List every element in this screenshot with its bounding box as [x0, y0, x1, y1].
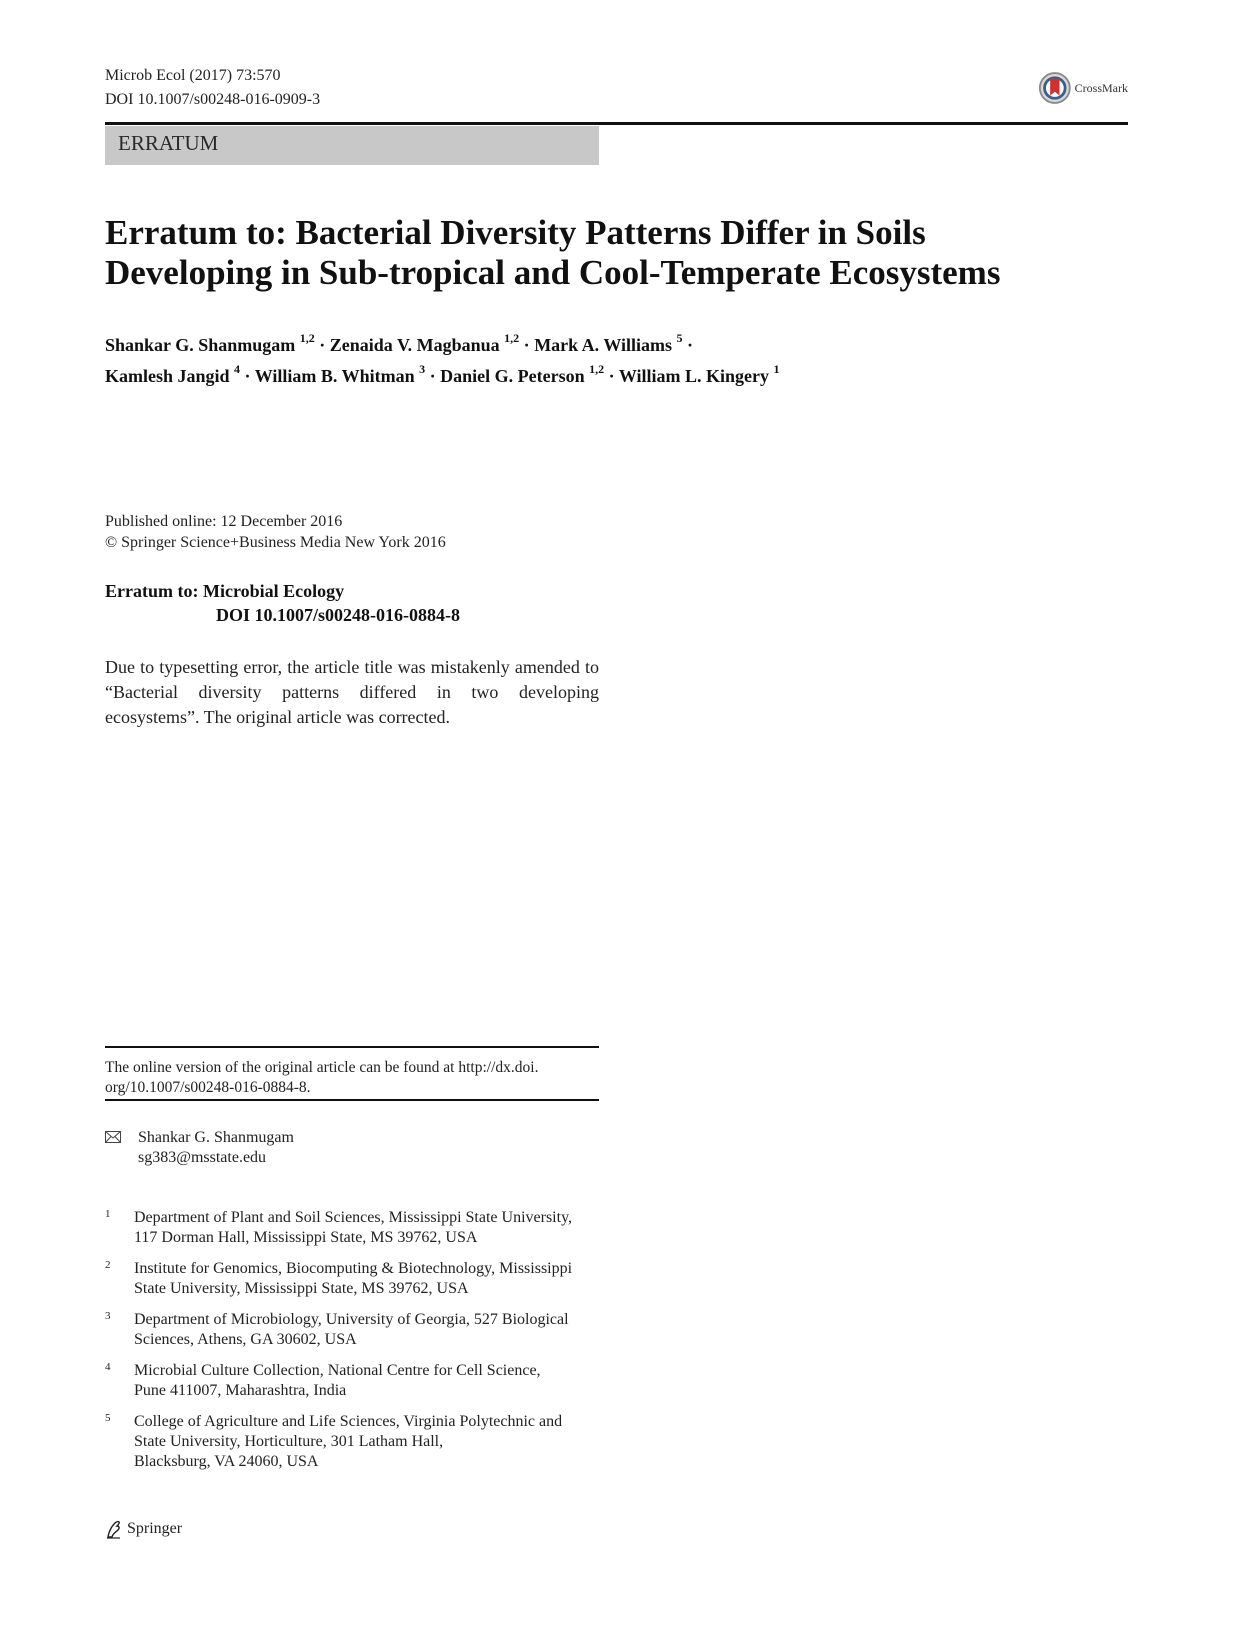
title-line-1: Erratum to: Bacterial Diversity Patterns Differ in Soils: [105, 213, 926, 252]
publication-info: [105, 511, 446, 553]
erratum-journal: Erratum to: Microbial Ecology: [105, 581, 345, 601]
affiliation-line: State University, Horticulture, 301 Latham Hall,: [134, 1433, 444, 1450]
author-name[interactable]: Shankar G. Shanmugam: [105, 335, 296, 355]
affiliation-line: Institute for Genomics, Biocomputing & Biotechnology, Mississippi: [134, 1260, 573, 1277]
article-title: [105, 213, 1105, 293]
affiliation-line: Department of Microbiology, University of Georgia, 527 Biological: [134, 1311, 569, 1328]
affiliation-item: [105, 1310, 599, 1350]
affiliation-item: [105, 1412, 599, 1472]
title-line-2: Developing in Sub-tropical and Cool-Temperate Ecosystems: [105, 253, 1001, 292]
affiliation-line: Pune 411007, Maharashtra, India: [134, 1382, 347, 1399]
affiliation-number: 2: [105, 1259, 111, 1271]
affiliation-line: College of Agriculture and Life Sciences, Virginia Polytechnic and: [134, 1413, 563, 1430]
author-name[interactable]: Kamlesh Jangid: [105, 366, 230, 386]
author-list: [105, 327, 1105, 389]
crossmark-label: CrossMark: [1074, 80, 1128, 95]
author-affiliation-ref: 1,2: [504, 331, 520, 345]
affiliation-number: 1: [105, 1208, 111, 1220]
copyright-notice: © Springer Science+Business Media New York 2016: [105, 534, 446, 551]
crossmark-badge[interactable]: [1038, 68, 1128, 108]
author-name[interactable]: Daniel G. Peterson: [440, 366, 585, 386]
affiliation-number: 5: [105, 1412, 111, 1424]
author-name[interactable]: Mark A. Williams: [534, 335, 673, 355]
original-article-note: [105, 1058, 599, 1098]
author-affiliation-ref: 1: [773, 362, 780, 376]
footnote-rule-bottom: [105, 1099, 599, 1101]
erratum-body: Due to typesetting error, the article title was mistakenly amended to “Bacterial diversity patterns differed in two developing ecosystems”. The original article was corrected.: [105, 657, 599, 727]
affiliation-line: Microbial Culture Collection, National Centre for Cell Science,: [134, 1362, 541, 1379]
author-name[interactable]: Zenaida V. Magbanua: [329, 335, 500, 355]
article-doi: DOI 10.1007/s00248-016-0909-3: [105, 91, 321, 108]
author-affiliation-ref: 1,2: [589, 362, 605, 376]
affiliation-line: 117 Dorman Hall, Mississippi State, MS 39762, USA: [134, 1229, 478, 1246]
author-name[interactable]: William B. Whitman: [254, 366, 415, 386]
author-separator: ·: [429, 366, 436, 386]
springer-label: Springer: [127, 1520, 183, 1537]
category-label: ERRATUM: [118, 131, 219, 155]
springer-logo: [105, 1519, 182, 1539]
header-rule: [105, 122, 1128, 125]
affiliation-line: Blacksburg, VA 24060, USA: [134, 1453, 319, 1470]
corresponding-name: Shankar G. Shanmugam: [138, 1129, 294, 1146]
crossmark-icon: [1038, 69, 1072, 107]
affiliation-number: 4: [105, 1361, 111, 1373]
footnote-line-2[interactable]: org/10.1007/s00248-016-0884-8.: [105, 1079, 311, 1096]
corresponding-author: [105, 1128, 294, 1168]
author-affiliation-ref: 1,2: [299, 331, 315, 345]
erratum-doi[interactable]: DOI 10.1007/s00248-016-0884-8: [216, 605, 460, 625]
author-line-1: [105, 327, 1105, 358]
affiliation-number: 3: [105, 1310, 111, 1322]
footnote-rule-top: [105, 1046, 599, 1048]
affiliation-line: Department of Plant and Soil Sciences, Mississippi State University,: [134, 1209, 573, 1226]
affiliation-item: [105, 1208, 599, 1248]
author-affiliation-ref: 5: [676, 331, 683, 345]
author-separator: ·: [319, 335, 326, 355]
corresponding-email[interactable]: sg383@msstate.edu: [138, 1149, 267, 1166]
springer-horse-icon: [105, 1519, 123, 1539]
author-affiliation-ref: 4: [234, 362, 241, 376]
author-line-2: [105, 358, 1105, 389]
author-separator: ·: [523, 335, 530, 355]
author-name[interactable]: William L. Kingery: [618, 366, 769, 386]
published-date: Published online: 12 December 2016: [105, 513, 343, 530]
author-separator: ·: [608, 366, 615, 386]
affiliation-item: [105, 1361, 599, 1401]
journal-citation: Microb Ecol (2017) 73:570: [105, 67, 281, 84]
author-separator: ·: [244, 366, 251, 386]
author-affiliation-ref: 3: [419, 362, 426, 376]
affiliation-line: Sciences, Athens, GA 30602, USA: [134, 1331, 357, 1348]
erratum-reference: [105, 579, 460, 627]
affiliation-line: State University, Mississippi State, MS 39762, USA: [134, 1280, 469, 1297]
envelope-icon: [105, 1131, 121, 1143]
affiliation-item: [105, 1259, 599, 1299]
footnote-line-1: The online version of the original article can be found at http://dx.doi.: [105, 1059, 539, 1076]
author-separator: ·: [687, 335, 694, 355]
